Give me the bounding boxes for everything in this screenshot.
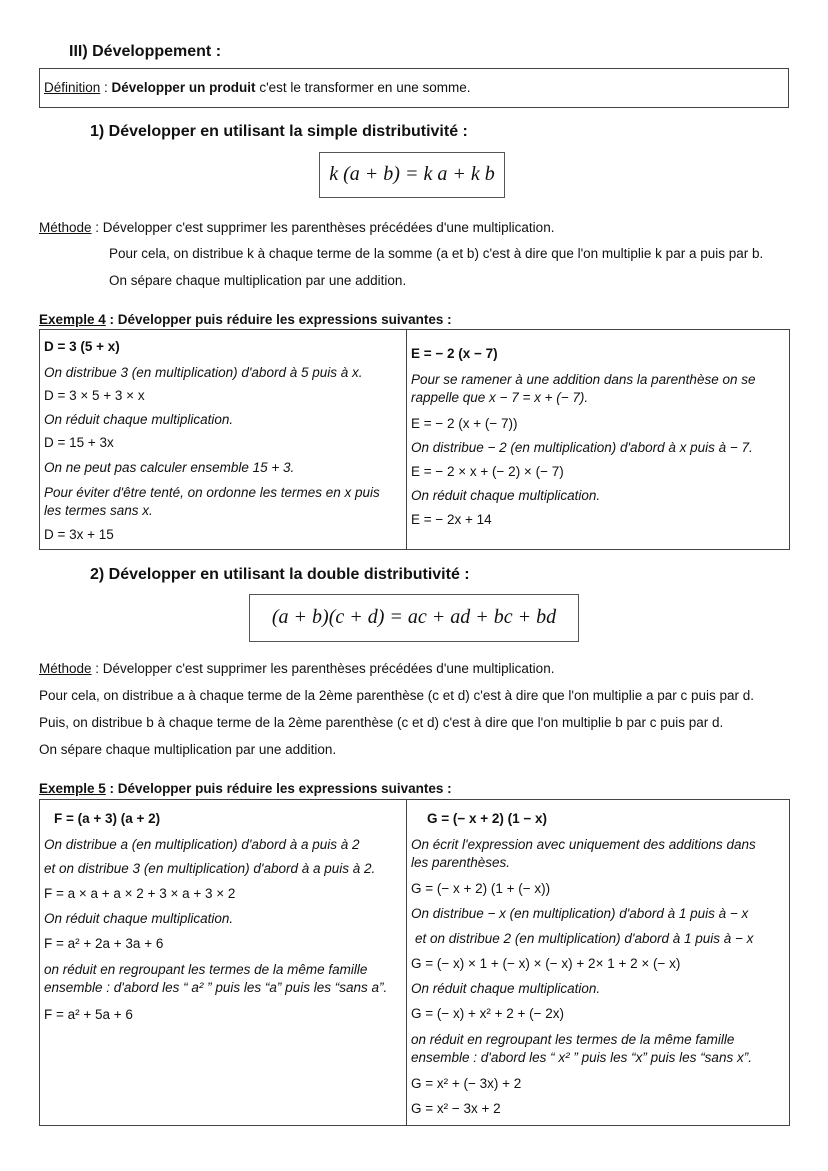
example4-left-row: les termes sans x. xyxy=(44,503,153,518)
methode-label: Méthode xyxy=(39,220,92,235)
example5-left-row: F = a² + 5a + 6 xyxy=(44,1007,133,1022)
example4-right-row: On distribue − 2 (en multiplication) d'abord à x puis à − 7. xyxy=(411,440,753,455)
part2-line4: On sépare chaque multiplication par une addition. xyxy=(39,742,337,757)
example5-right-row: G = x² − 3x + 2 xyxy=(411,1101,501,1116)
example5-left-row: F = a² + 2a + 3a + 6 xyxy=(44,936,164,951)
example5-left-row: On réduit chaque multiplication. xyxy=(44,911,234,926)
example5-right-row: et on distribue 2 (en multiplication) d'abord à 1 puis à − x xyxy=(415,931,754,946)
part1-line2: Pour cela, on distribue k à chaque terme de la somme (a et b) c'est à dire que l'on multiplie k par a puis par b. xyxy=(109,246,764,261)
example4-col-E xyxy=(407,330,789,549)
example4-left-row: On ne peut pas calculer ensemble 15 + 3. xyxy=(44,460,295,475)
part2-formula-box xyxy=(249,594,579,642)
part1-methode: Méthode : Développer c'est supprimer les parenthèses précédées d'une multiplication. xyxy=(39,220,555,235)
example5-right-row: On réduit chaque multiplication. xyxy=(411,981,601,996)
example4-col-D xyxy=(40,330,407,549)
definition-text: Définition : Développer un produit c'est le transformer en une somme. xyxy=(44,80,471,95)
example4-right-row: rappelle que x − 7 = x + (− 7). xyxy=(411,390,589,405)
part2-methode: Méthode : Développer c'est supprimer les parenthèses précédées d'une multiplication. xyxy=(39,661,555,676)
example4-right-row: E = − 2 (x − 7) xyxy=(411,346,498,361)
example4-left-row: D = 15 + 3x xyxy=(44,435,114,450)
example5-left-row: et on distribue 3 (en multiplication) d'abord à a puis à 2. xyxy=(44,861,376,876)
example5-table xyxy=(39,799,790,1126)
part1-formula-box xyxy=(319,152,505,198)
part2-line2: Pour cela, on distribue a à chaque terme de la 2ème parenthèse (c et d) c'est à dire que l'on multiplie a par c puis par d. xyxy=(39,688,755,703)
example4-right-row: E = − 2x + 14 xyxy=(411,512,492,527)
example5-right-row: G = x² + (− 3x) + 2 xyxy=(411,1076,522,1091)
example4-right-row: E = − 2 × x + (− 2) × (− 7) xyxy=(411,464,564,479)
example4-title: Exemple 4 : Développer puis réduire les expressions suivantes : xyxy=(39,312,452,327)
example5-right-row: les parenthèses. xyxy=(411,855,511,870)
example5-left-row: F = a × a + a × 2 + 3 × a + 3 × 2 xyxy=(44,886,236,901)
example5-right-row: on réduit en regroupant les termes de la même famille xyxy=(411,1032,735,1047)
example4-right-row: E = − 2 (x + (− 7)) xyxy=(411,416,518,431)
example5-right-row: On écrit l'expression avec uniquement des additions dans xyxy=(411,837,756,852)
example4-left-row: On distribue 3 (en multiplication) d'abord à 5 puis à x. xyxy=(44,365,363,380)
example4-right-row: On réduit chaque multiplication. xyxy=(411,488,601,503)
part2-line3: Puis, on distribue b à chaque terme de la 2ème parenthèse (c et d) c'est à dire que l'on multiplie b par c puis par d. xyxy=(39,715,724,730)
example5-left-row: on réduit en regroupant les termes de la même famille xyxy=(44,962,368,977)
example5-title: Exemple 5 : Développer puis réduire les expressions suivantes : xyxy=(39,781,452,796)
part1-title: 1) Développer en utilisant la simple distributivité : xyxy=(90,123,468,140)
example4-left-row: On réduit chaque multiplication. xyxy=(44,412,234,427)
example5-right-row: G = (− x + 2) (1 + (− x)) xyxy=(411,881,551,896)
example4-left-row: Pour éviter d'être tenté, on ordonne les termes en x puis xyxy=(44,485,380,500)
example5-col-F xyxy=(40,800,407,1125)
definition-term: Développer un produit xyxy=(111,80,256,95)
example4-left-row: D = 3x + 15 xyxy=(44,527,114,542)
methode-label: Méthode xyxy=(39,661,92,676)
example4-table xyxy=(39,329,790,550)
example5-right-row: ensemble : d'abord les “ x² ” puis les “x” puis les “sans x”. xyxy=(411,1050,752,1065)
part1-formula: k (a + b) = k a + k b xyxy=(329,163,495,185)
example4-right-row: Pour se ramener à une addition dans la parenthèse on se xyxy=(411,372,756,387)
example5-right-row: G = (− x + 2) (1 − x) xyxy=(427,811,548,826)
section-title: III) Développement : xyxy=(69,43,222,60)
definition-box xyxy=(39,68,789,108)
example4-left-row: D = 3 × 5 + 3 × x xyxy=(44,388,145,403)
definition-label: Définition xyxy=(44,80,101,95)
example5-left-row: ensemble : d'abord les “ a² ” puis les “a” puis les “sans a”. xyxy=(44,980,388,995)
example5-right-row: On distribue − x (en multiplication) d'abord à 1 puis à − x xyxy=(411,906,749,921)
example5-left-row: F = (a + 3) (a + 2) xyxy=(54,811,161,826)
part2-formula: (a + b)(c + d) = ac + ad + bc + bd xyxy=(271,606,557,628)
example5-right-row: G = (− x) + x² + 2 + (− 2x) xyxy=(411,1006,565,1021)
example4-left-row: D = 3 (5 + x) xyxy=(44,339,120,354)
part1-line3: On sépare chaque multiplication par une addition. xyxy=(109,273,407,288)
part2-title: 2) Développer en utilisant la double distributivité : xyxy=(90,566,470,583)
example5-right-row: G = (− x) × 1 + (− x) × (− x) + 2× 1 + 2 × (− x) xyxy=(411,956,681,971)
example5-col-G xyxy=(407,800,789,1125)
example5-left-row: On distribue a (en multiplication) d'abord à a puis à 2 xyxy=(44,837,360,852)
